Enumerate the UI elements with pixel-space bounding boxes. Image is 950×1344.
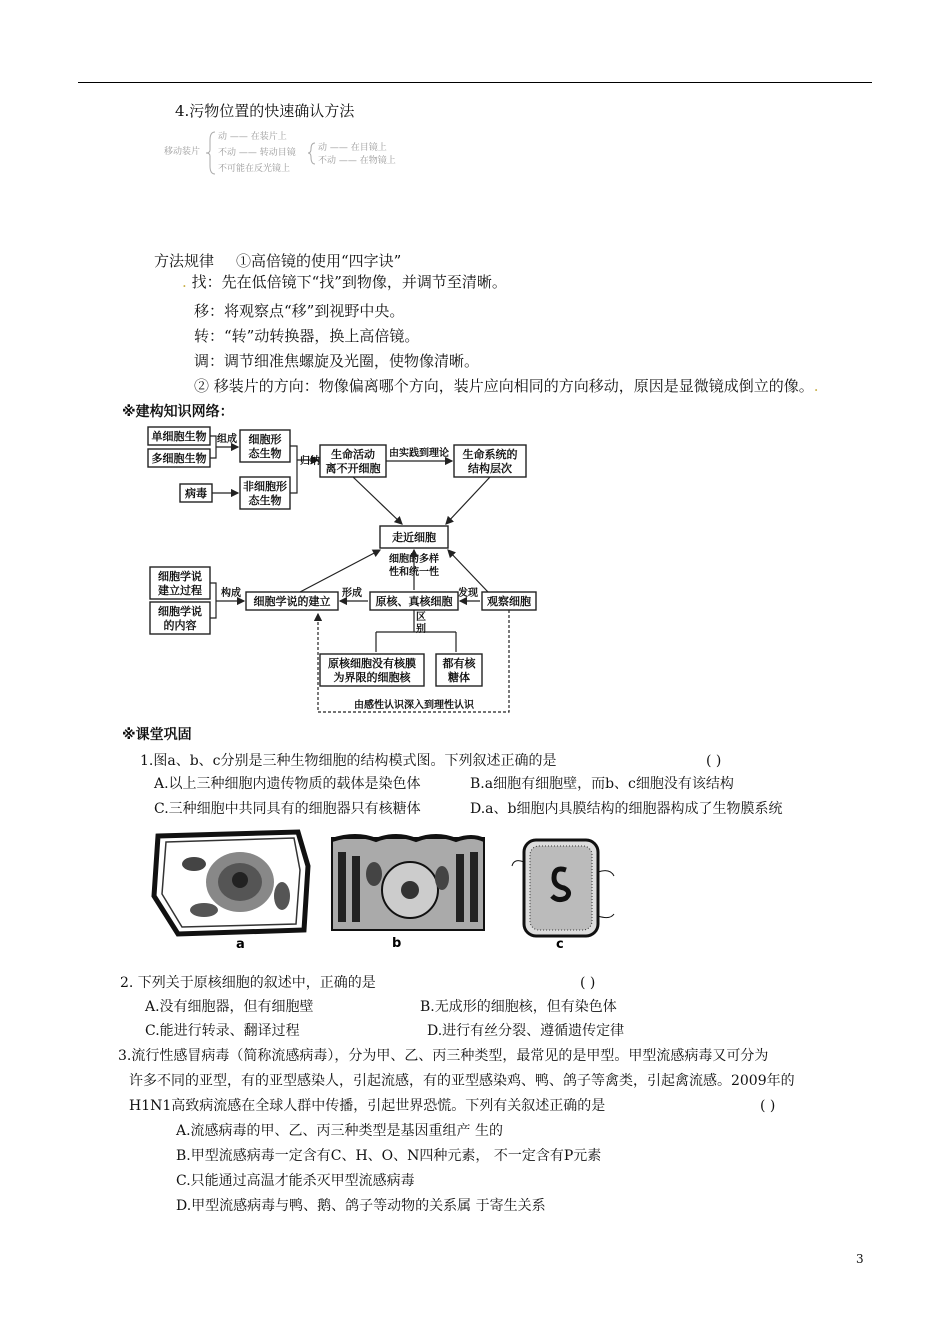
text-virus: 病毒 <box>185 487 207 500</box>
text-noncellular-2: 态生物 <box>248 494 282 507</box>
text-form: 形成 <box>342 588 362 599</box>
text-ribosome-2: 糖体 <box>448 671 470 684</box>
section-title: 4.污物位置的快速确认方法 <box>175 102 355 120</box>
cell-a-figure <box>148 826 318 950</box>
text-unicellular: 单细胞生物 <box>151 430 207 443</box>
method-heading: 方法规律 <box>154 252 215 270</box>
text-life-activity-2: 离不开细胞 <box>325 462 381 475</box>
mini-branch-2a: 动 —— 在目镜上 <box>318 143 387 153</box>
text-cellular-form-1: 细胞形 <box>248 433 282 446</box>
text-perceptual: 由感性认识深入到理性认识 <box>354 700 474 711</box>
text-observe: 观察细胞 <box>487 595 531 608</box>
cell-c-figure <box>510 832 620 950</box>
text-constitute: 构成 <box>221 588 241 599</box>
text-approach-cell: 走近细胞 <box>392 531 436 544</box>
q2-answer-paren: ( ) <box>580 975 596 991</box>
q3-line-1: 3.流行性感冒病毒（简称流感病毒），分为甲、乙、丙三种类型，最常见的是甲型。甲型流感病毒又可分为 <box>118 1048 769 1064</box>
network-heading: ※建构知识网络： <box>122 404 234 420</box>
q2-option-d: D.进行有丝分裂、遵循遗传定律 <box>427 1023 625 1039</box>
rule-move: 移：将观察点“移”到视野中央。 <box>194 302 405 320</box>
rule1-title: ①高倍镜的使用“四字诀” <box>236 252 402 270</box>
text-noncellular-1: 非细胞形 <box>243 480 287 493</box>
text-practice-theory: 由实践到理论 <box>389 448 449 459</box>
text-diversity-1: 细胞的多样 <box>389 554 439 565</box>
rule-adjust: 调：调节细准焦螺旋及光圈，使物像清晰。 <box>194 352 480 370</box>
q1-option-a: A.以上三种细胞内遗传物质的载体是染色体 <box>154 776 421 792</box>
text-diff-2: 别 <box>416 624 426 635</box>
label-c: c <box>556 937 564 950</box>
knowledge-network-diagram <box>140 420 560 720</box>
text-theory-content-2: 的内容 <box>163 619 197 632</box>
practice-heading: ※课堂巩固 <box>122 727 192 743</box>
q2-option-a: A.没有细胞器，但有细胞壁 <box>145 999 314 1015</box>
rule-turn: 转：“转”动转换器，换上高倍镜。 <box>194 327 420 345</box>
q3-answer-paren: ( ) <box>760 1098 776 1114</box>
text-theory-process-1: 细胞学说 <box>158 570 202 583</box>
text-no-nucleus-2: 为界限的细胞核 <box>333 671 411 684</box>
text-diversity-2: 性和统一性 <box>389 567 439 578</box>
mini-branch-3: 不可能在反光镜上 <box>218 164 291 174</box>
q2-option-b: B.无成形的细胞核，但有染色体 <box>420 999 617 1015</box>
text-diff-1: 区 <box>416 612 426 623</box>
dot-mark: . <box>813 377 819 395</box>
cell-b-figure <box>326 830 492 950</box>
q1-answer-paren: ( ) <box>706 753 722 769</box>
text-establish: 细胞学说的建立 <box>253 595 331 608</box>
text-life-system-1: 生命系统的 <box>462 448 518 461</box>
rule-direction: ② 移装片的方向：物像偏离哪个方向，装片应向相同的方向移动，原因是显微镜成倒立的像。 <box>194 377 814 395</box>
q1-option-d: D.a、b细胞内具膜结构的细胞器构成了生物膜系统 <box>470 801 783 817</box>
q3-option-d: D.甲型流感病毒与鸭、鹅、鸽子等动物的关系属 于寄生关系 <box>176 1198 546 1214</box>
q2-stem: 2. 下列关于原核细胞的叙述中，正确的是 <box>120 975 376 991</box>
q1-option-c: C.三种细胞中共同具有的细胞器只有核糖体 <box>154 801 421 817</box>
q3-option-b: B.甲型流感病毒一定含有C、H、O、N四种元素， 不一定含有P元素 <box>176 1148 602 1164</box>
text-ribosome-1: 都有核 <box>442 657 476 670</box>
text-theory-process-2: 建立过程 <box>158 584 202 597</box>
q2-option-c: C.能进行转录、翻译过程 <box>145 1023 300 1039</box>
text-life-system-2: 结构层次 <box>468 462 512 475</box>
rule-find: 找：先在低倍镜下“找”到物像，并调节至清晰。 <box>191 273 507 291</box>
text-multicellular: 多细胞生物 <box>151 452 207 465</box>
q3-line-3: H1N1高致病流感在全球人群中传播，引起世界恐慌。下列有关叙述正确的是 <box>129 1098 606 1114</box>
text-life-activity-1: 生命活动 <box>331 448 375 461</box>
mini-root: 移动装片 <box>164 147 201 157</box>
text-no-nucleus-1: 原核细胞没有核膜 <box>328 657 416 670</box>
text-pro-euk: 原核、真核细胞 <box>375 595 453 608</box>
mini-branch-2: 不动 —— 转动目镜 <box>218 148 296 158</box>
page-number: 3 <box>856 1252 864 1266</box>
text-theory-content-1: 细胞学说 <box>158 605 202 618</box>
label-b: b <box>392 936 402 950</box>
q3-option-a: A.流感病毒的甲、乙、丙三种类型是基因重组产 生的 <box>176 1123 504 1139</box>
q3-line-2: 许多不同的亚型，有的亚型感染人，引起流感，有的亚型感染鸡、鸭、鸽子等禽类，引起禽流感。2009年的 <box>129 1073 795 1089</box>
mini-branch-1: 动 —— 在装片上 <box>218 132 287 142</box>
q1-stem: 1.图a、b、c分别是三种生物细胞的结构模式图。下列叙述正确的是 <box>140 753 557 769</box>
q1-option-b: B.a细胞有细胞壁，而b、c细胞没有该结构 <box>470 776 734 792</box>
text-discover: 发现 <box>458 588 478 599</box>
stain-location-diagram <box>160 126 420 176</box>
q3-option-c: C.只能通过高温才能杀灭甲型流感病毒 <box>176 1173 415 1189</box>
text-induce: 归纳 <box>300 456 320 467</box>
text-cellular-form-2: 态生物 <box>248 447 282 460</box>
label-a: a <box>236 937 245 950</box>
dot-mark: . <box>182 273 187 291</box>
text-composes: 组成 <box>217 434 237 445</box>
header-rule <box>78 82 872 83</box>
mini-branch-2b: 不动 —— 在物镜上 <box>318 156 396 166</box>
